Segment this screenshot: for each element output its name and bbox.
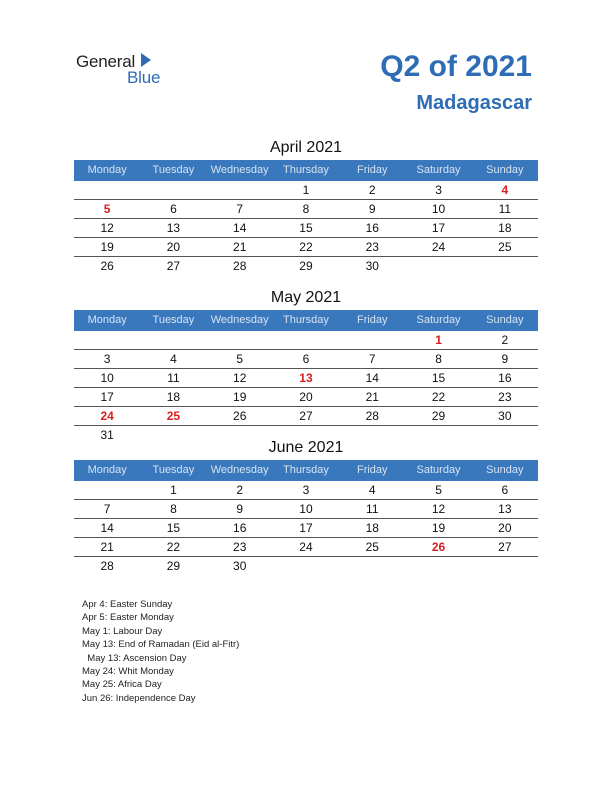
day-cell: 5 xyxy=(435,483,442,497)
week-row xyxy=(74,257,538,275)
day-cell: 23 xyxy=(233,540,247,554)
week-row xyxy=(74,350,538,369)
weekday-header xyxy=(74,460,538,481)
week-row xyxy=(74,181,538,200)
empty-cell xyxy=(207,331,273,349)
day-cell: 19 xyxy=(100,240,114,254)
weekday-label: Wednesday xyxy=(210,164,269,176)
day-cell: 29 xyxy=(299,259,313,273)
day-cell: 4 xyxy=(368,483,376,497)
day-cell: 13 xyxy=(299,371,313,385)
day-cell: 5 xyxy=(236,352,244,366)
week-row xyxy=(74,200,538,219)
day-cell: 1 xyxy=(170,483,177,497)
day-cell: 1 xyxy=(435,333,442,347)
day-cell: 15 xyxy=(166,521,181,535)
weekday-label: Tuesday xyxy=(152,164,195,176)
empty-cell xyxy=(74,331,140,349)
day-cell: 24 xyxy=(431,240,446,254)
day-cell: 3 xyxy=(103,352,111,366)
day-cell: 11 xyxy=(167,371,180,385)
month-title: June 2021 xyxy=(268,439,344,456)
week-row xyxy=(74,388,538,407)
day-cell: 12 xyxy=(233,371,247,385)
day-cell: 22 xyxy=(299,240,313,254)
day-cell: 29 xyxy=(431,409,446,423)
month-title: May 2021 xyxy=(270,289,342,306)
day-cell: 22 xyxy=(166,540,181,554)
day-cell: 25 xyxy=(166,409,181,423)
day-cell: 30 xyxy=(498,409,512,423)
day-cell: 21 xyxy=(100,540,114,554)
weekday-header xyxy=(74,310,538,331)
day-cell: 24 xyxy=(299,540,313,554)
empty-cell xyxy=(140,331,206,349)
empty-cell xyxy=(405,257,471,275)
day-cell: 11 xyxy=(498,202,512,216)
day-cell: 17 xyxy=(100,390,114,404)
month-may xyxy=(74,287,538,444)
day-cell: 27 xyxy=(498,540,512,554)
day-cell: 19 xyxy=(431,521,446,535)
day-cell: 20 xyxy=(299,390,313,404)
day-cell: 21 xyxy=(365,390,379,404)
day-cell: 30 xyxy=(233,559,247,573)
day-cell: 2 xyxy=(368,183,376,197)
weekday-label: Sunday xyxy=(486,164,524,176)
week-row xyxy=(74,369,538,388)
day-cell: 8 xyxy=(170,502,177,516)
day-cell: 4 xyxy=(501,183,509,197)
day-cell: 18 xyxy=(365,521,379,535)
weekday-label: Wednesday xyxy=(210,314,269,326)
country-subtitle: Madagascar xyxy=(416,92,532,114)
empty-cell xyxy=(339,557,405,575)
day-cell: 14 xyxy=(365,371,379,385)
day-cell: 2 xyxy=(236,483,244,497)
empty-cell xyxy=(74,181,140,199)
day-cell: 11 xyxy=(366,502,379,516)
day-cell: 25 xyxy=(365,540,379,554)
holiday-item: May 25: Africa Day xyxy=(82,679,162,691)
weekday-label: Saturday xyxy=(416,314,461,326)
day-cell: 9 xyxy=(368,202,376,216)
day-cell: 16 xyxy=(365,221,379,235)
week-row xyxy=(74,519,538,538)
day-cell: 21 xyxy=(233,240,247,254)
weekday-label: Friday xyxy=(356,164,388,176)
weekday-label: Monday xyxy=(87,464,127,476)
weekday-label: Tuesday xyxy=(152,314,195,326)
empty-cell xyxy=(472,557,538,575)
weekday-label: Saturday xyxy=(416,464,461,476)
holiday-item: Jun 26: Independence Day xyxy=(82,692,196,704)
day-cell: 9 xyxy=(236,502,244,516)
week-row xyxy=(74,407,538,426)
weekday-label: Friday xyxy=(356,464,388,476)
day-cell: 7 xyxy=(103,502,111,516)
weekday-label: Thursday xyxy=(283,314,329,326)
day-cell: 23 xyxy=(498,390,512,404)
logo xyxy=(76,52,176,92)
day-cell: 10 xyxy=(431,202,446,216)
day-cell: 8 xyxy=(302,202,310,216)
week-row xyxy=(74,481,538,500)
weekday-header xyxy=(74,160,538,181)
weekday-label: Friday xyxy=(356,314,388,326)
day-cell: 13 xyxy=(498,502,512,516)
day-cell: 19 xyxy=(233,390,247,404)
day-cell: 15 xyxy=(299,221,313,235)
day-cell: 6 xyxy=(501,483,509,497)
day-cell: 20 xyxy=(166,240,181,254)
day-cell: 6 xyxy=(170,202,177,216)
day-cell: 24 xyxy=(100,409,114,423)
day-cell: 26 xyxy=(431,540,446,554)
holiday-item: Apr 5: Easter Monday xyxy=(82,612,174,624)
day-cell: 18 xyxy=(498,221,512,235)
weekday-label: Monday xyxy=(87,314,127,326)
page-title: Q2 of 2021 xyxy=(380,50,532,83)
weekday-label: Sunday xyxy=(486,464,524,476)
week-row xyxy=(74,238,538,257)
day-cell: 7 xyxy=(236,202,244,216)
day-cell: 10 xyxy=(100,371,114,385)
holiday-item: Apr 4: Easter Sunday xyxy=(82,599,173,610)
day-cell: 18 xyxy=(166,390,181,404)
week-row xyxy=(74,331,538,350)
holiday-list xyxy=(82,598,239,705)
day-cell: 12 xyxy=(100,221,114,235)
day-cell: 23 xyxy=(365,240,379,254)
weekday-label: Thursday xyxy=(283,464,329,476)
day-cell: 3 xyxy=(435,183,442,197)
month-june xyxy=(74,437,538,575)
week-row xyxy=(74,557,538,575)
empty-cell xyxy=(273,331,339,349)
empty-cell xyxy=(273,557,339,575)
weekday-label: Sunday xyxy=(486,314,524,326)
logo-general-text: General xyxy=(76,52,136,71)
day-cell: 3 xyxy=(302,483,310,497)
day-cell: 28 xyxy=(365,409,379,423)
day-cell: 13 xyxy=(166,221,181,235)
day-cell: 6 xyxy=(302,352,310,366)
day-cell: 30 xyxy=(365,259,379,273)
weekday-label: Monday xyxy=(87,164,127,176)
day-cell: 16 xyxy=(498,371,512,385)
day-cell: 1 xyxy=(302,183,310,197)
empty-cell xyxy=(405,557,471,575)
day-cell: 22 xyxy=(431,390,446,404)
logo-flag-icon xyxy=(141,53,151,67)
holiday-item: May 13: Ascension Day xyxy=(82,652,187,664)
day-cell: 27 xyxy=(166,259,181,273)
day-cell: 4 xyxy=(170,352,177,366)
day-cell: 27 xyxy=(299,409,313,423)
month-title: April 2021 xyxy=(269,139,343,156)
week-row xyxy=(74,500,538,519)
holiday-item: May 24: Whit Monday xyxy=(82,666,174,678)
day-cell: 29 xyxy=(166,559,181,573)
day-cell: 20 xyxy=(498,521,512,535)
day-cell: 17 xyxy=(431,221,446,235)
day-cell: 31 xyxy=(100,428,114,442)
day-cell: 10 xyxy=(299,502,313,516)
week-row xyxy=(74,538,538,557)
day-cell: 26 xyxy=(100,259,114,273)
day-cell: 5 xyxy=(103,202,111,216)
day-cell: 7 xyxy=(368,352,376,366)
empty-cell xyxy=(207,181,273,199)
day-cell: 28 xyxy=(233,259,247,273)
day-cell: 26 xyxy=(233,409,247,423)
weekday-label: Tuesday xyxy=(152,464,195,476)
day-cell: 16 xyxy=(233,521,247,535)
week-row xyxy=(74,219,538,238)
empty-cell xyxy=(472,257,538,275)
day-cell: 28 xyxy=(100,559,114,573)
weekday-label: Saturday xyxy=(416,164,461,176)
weekday-label: Wednesday xyxy=(210,464,269,476)
empty-cell xyxy=(140,181,206,199)
holiday-item: May 13: End of Ramadan (Eid al-Fitr) xyxy=(82,639,240,651)
day-cell: 15 xyxy=(431,371,446,385)
day-cell: 14 xyxy=(100,521,114,535)
month-april xyxy=(74,137,538,275)
logo-blue-text: Blue xyxy=(127,68,161,87)
day-cell: 14 xyxy=(233,221,247,235)
day-cell: 17 xyxy=(299,521,313,535)
day-cell: 9 xyxy=(501,352,509,366)
day-cell: 12 xyxy=(431,502,446,516)
empty-cell xyxy=(74,481,140,499)
day-cell: 8 xyxy=(435,352,442,366)
day-cell: 2 xyxy=(501,333,509,347)
day-cell: 25 xyxy=(498,240,512,254)
holiday-item: May 1: Labour Day xyxy=(82,625,163,637)
empty-cell xyxy=(339,331,405,349)
weekday-label: Thursday xyxy=(283,164,329,176)
